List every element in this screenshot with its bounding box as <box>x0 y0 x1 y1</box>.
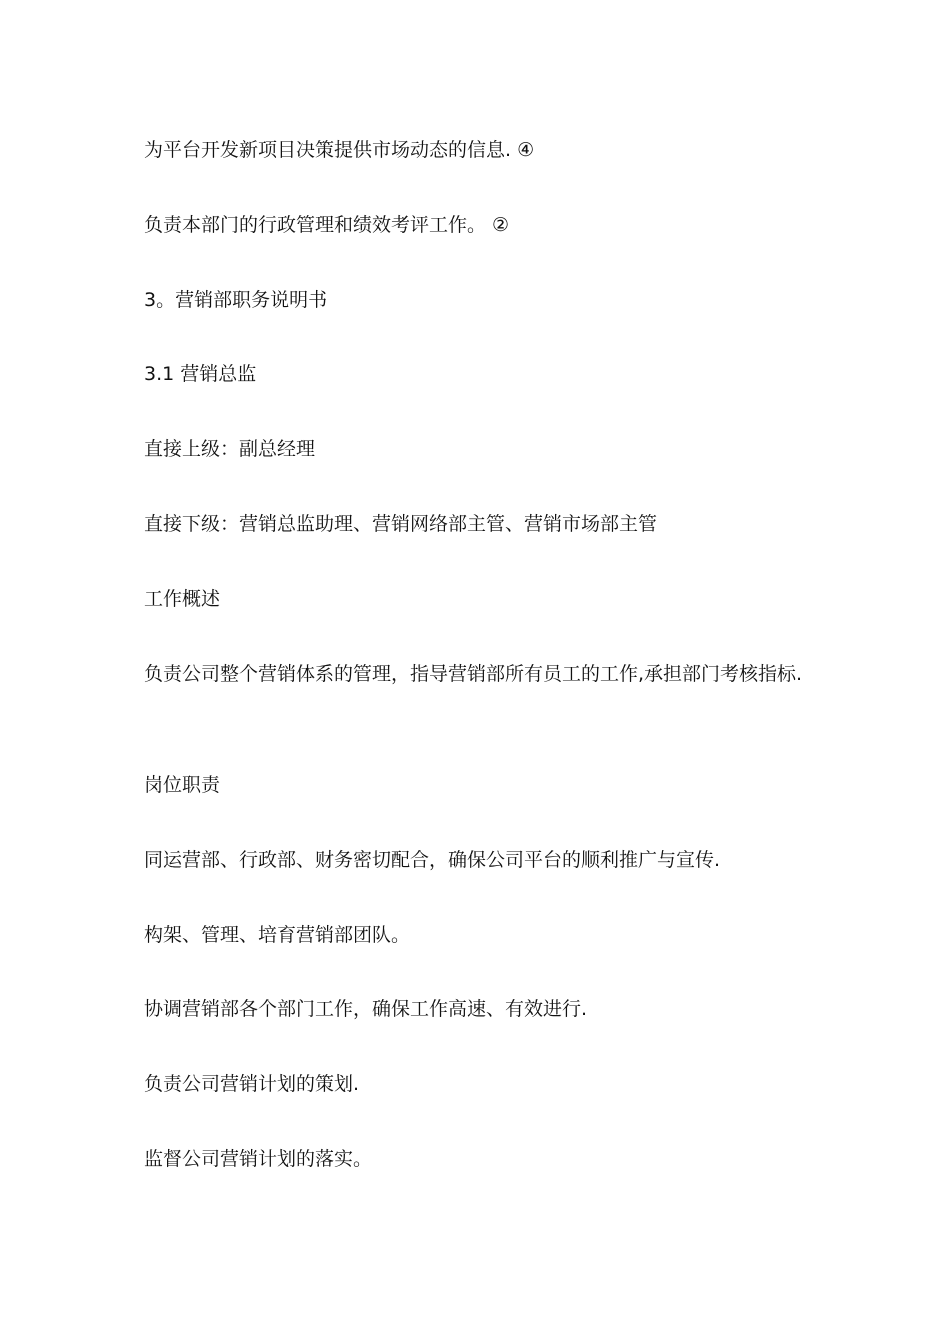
paragraph-admin-management: 负责本部门的行政管理和绩效考评工作。 ② <box>144 214 510 236</box>
section-heading-marketing-dept: 3。营销部职务说明书 <box>144 289 328 311</box>
subsection-heading-marketing-director: 3.1 营销总监 <box>144 363 257 385</box>
responsibility-item: 负责公司营销计划的策划. <box>144 1073 360 1095</box>
responsibility-item: 协调营销部各个部门工作，确保工作高速、有效进行. <box>144 998 588 1020</box>
paragraph-work-overview: 负责公司整个营销体系的管理，指导营销部所有员工的工作,承担部门考核指标. <box>144 663 803 685</box>
responsibility-item: 同运营部、行政部、财务密切配合，确保公司平台的顺利推广与宣传. <box>144 849 721 871</box>
heading-job-responsibilities: 岗位职责 <box>144 774 221 796</box>
responsibility-item: 构架、管理、培育营销部团队。 <box>144 924 411 946</box>
direct-superior: 直接上级：副总经理 <box>144 438 316 460</box>
direct-subordinates: 直接下级：营销总监助理、营销网络部主管、营销市场部主管 <box>144 513 658 535</box>
heading-work-overview: 工作概述 <box>144 588 221 610</box>
responsibility-item: 监督公司营销计划的落实。 <box>144 1148 373 1170</box>
paragraph-market-info: 为平台开发新项目决策提供市场动态的信息. ④ <box>144 139 535 161</box>
